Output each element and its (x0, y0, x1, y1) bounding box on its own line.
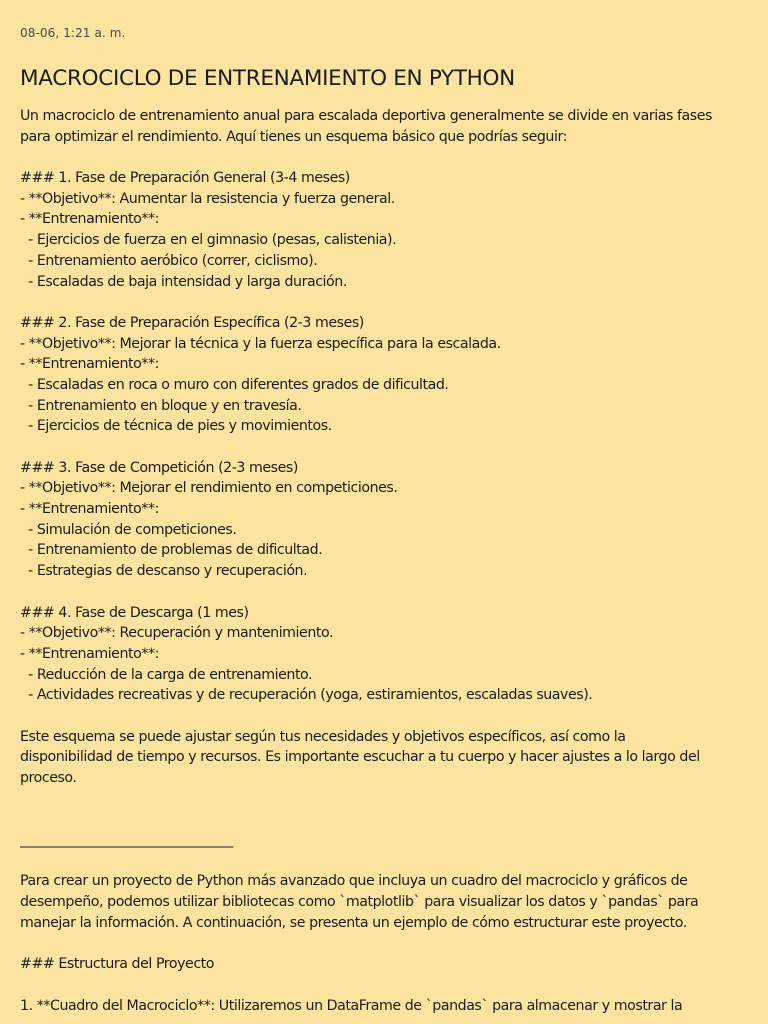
body-text-line: - Actividades recreativas y de recuperación (yoga, estiramientos, escaladas suaves). (20, 687, 593, 704)
blank-line (20, 582, 752, 603)
body-text-line: Un macrociclo de entrenamiento anual para escalada deportiva generalmente se divide en varias fases (20, 108, 712, 124)
body-text-line: desempeño, podemos utilizar bibliotecas como `matplotlib` para visualizar los datos y `pandas` para (20, 894, 699, 911)
page-title: MACROCICLO DE ENTRENAMIENTO EN PYTHON (20, 66, 515, 91)
blank-line (20, 706, 752, 727)
body-text-line: - Reducción de la carga de entrenamiento. (20, 666, 313, 683)
body-text-line: - Simulación de competiciones. (20, 521, 237, 538)
body-text-line: manejar la información. A continuación, se presenta un ejemplo de cómo estructurar este proyecto. (20, 914, 687, 931)
blank-line (20, 437, 752, 458)
body-text-line: - **Entrenamiento**: (20, 645, 159, 662)
blank-line (20, 292, 752, 313)
body-text-line: - **Objetivo**: Mejorar la técnica y la fuerza específica para la escalada. (20, 335, 501, 352)
body-text-line: - Escaladas de baja intensidad y larga duración. (20, 273, 347, 290)
body-text-line: - **Objetivo**: Mejorar el rendimiento en competiciones. (20, 480, 398, 497)
body-text-line: - Estrategias de descanso y recuperación. (20, 563, 308, 580)
body-text-line: disponibilidad de tiempo y recursos. Es importante escuchar a tu cuerpo y hacer ajustes a lo largo del (20, 749, 700, 766)
blank-line (20, 809, 752, 830)
section-heading-line: ### 1. Fase de Preparación General (3-4 meses) (20, 170, 350, 187)
body-text-line: Para crear un proyecto de Python más avanzado que incluya un cuadro del macrociclo y gráficos de (20, 873, 688, 890)
body-text-line: - **Objetivo**: Recuperación y mantenimiento. (20, 625, 334, 642)
body-text-line: - **Entrenamiento**: (20, 356, 159, 373)
body-text-line: - Ejercicios de fuerza en el gimnasio (pesas, calistenia). (20, 232, 397, 249)
body-text-line: Este esquema se puede ajustar según tus necesidades y objetivos específicos, así como la (20, 728, 626, 745)
body-text-line: - **Entrenamiento**: (20, 501, 159, 518)
body-text-line: para optimizar el rendimiento. Aquí tienes un esquema básico que podrías seguir: (20, 128, 567, 145)
timestamp: 08-06, 1:21 a. m. (20, 26, 126, 40)
section-heading-line: ### 3. Fase de Competición (2-3 meses) (20, 459, 298, 476)
body-text-line: 1. **Cuadro del Macrociclo**: Utilizaremos un DataFrame de `pandas` para almacenar y mostrar la (20, 997, 683, 1014)
separator-line: ________________________________ (20, 832, 233, 849)
body-text-line: - Entrenamiento aeróbico (correr, ciclismo). (20, 252, 318, 269)
blank-line (20, 147, 752, 168)
section-heading-line: ### 4. Fase de Descarga (1 mes) (20, 604, 249, 621)
blank-line (20, 789, 752, 810)
section-heading-line: ### 2. Fase de Preparación Específica (2-3 meses) (20, 314, 364, 331)
blank-line (20, 934, 752, 955)
section-heading-line: ### Estructura del Proyecto (20, 956, 215, 973)
body-text-line: - **Entrenamiento**: (20, 211, 159, 228)
document-body (20, 106, 752, 1016)
blank-line (20, 851, 752, 872)
body-text-line: - Ejercicios de técnica de pies y movimientos. (20, 418, 332, 435)
body-text-line: - Escaladas en roca o muro con diferentes grados de dificultad. (20, 376, 449, 393)
body-text-line: - **Objetivo**: Aumentar la resistencia y fuerza general. (20, 190, 395, 207)
body-text-line: - Entrenamiento en bloque y en travesía. (20, 397, 302, 414)
blank-line (20, 975, 752, 996)
body-text-line: - Entrenamiento de problemas de dificultad. (20, 542, 323, 559)
body-text-line: proceso. (20, 770, 77, 786)
